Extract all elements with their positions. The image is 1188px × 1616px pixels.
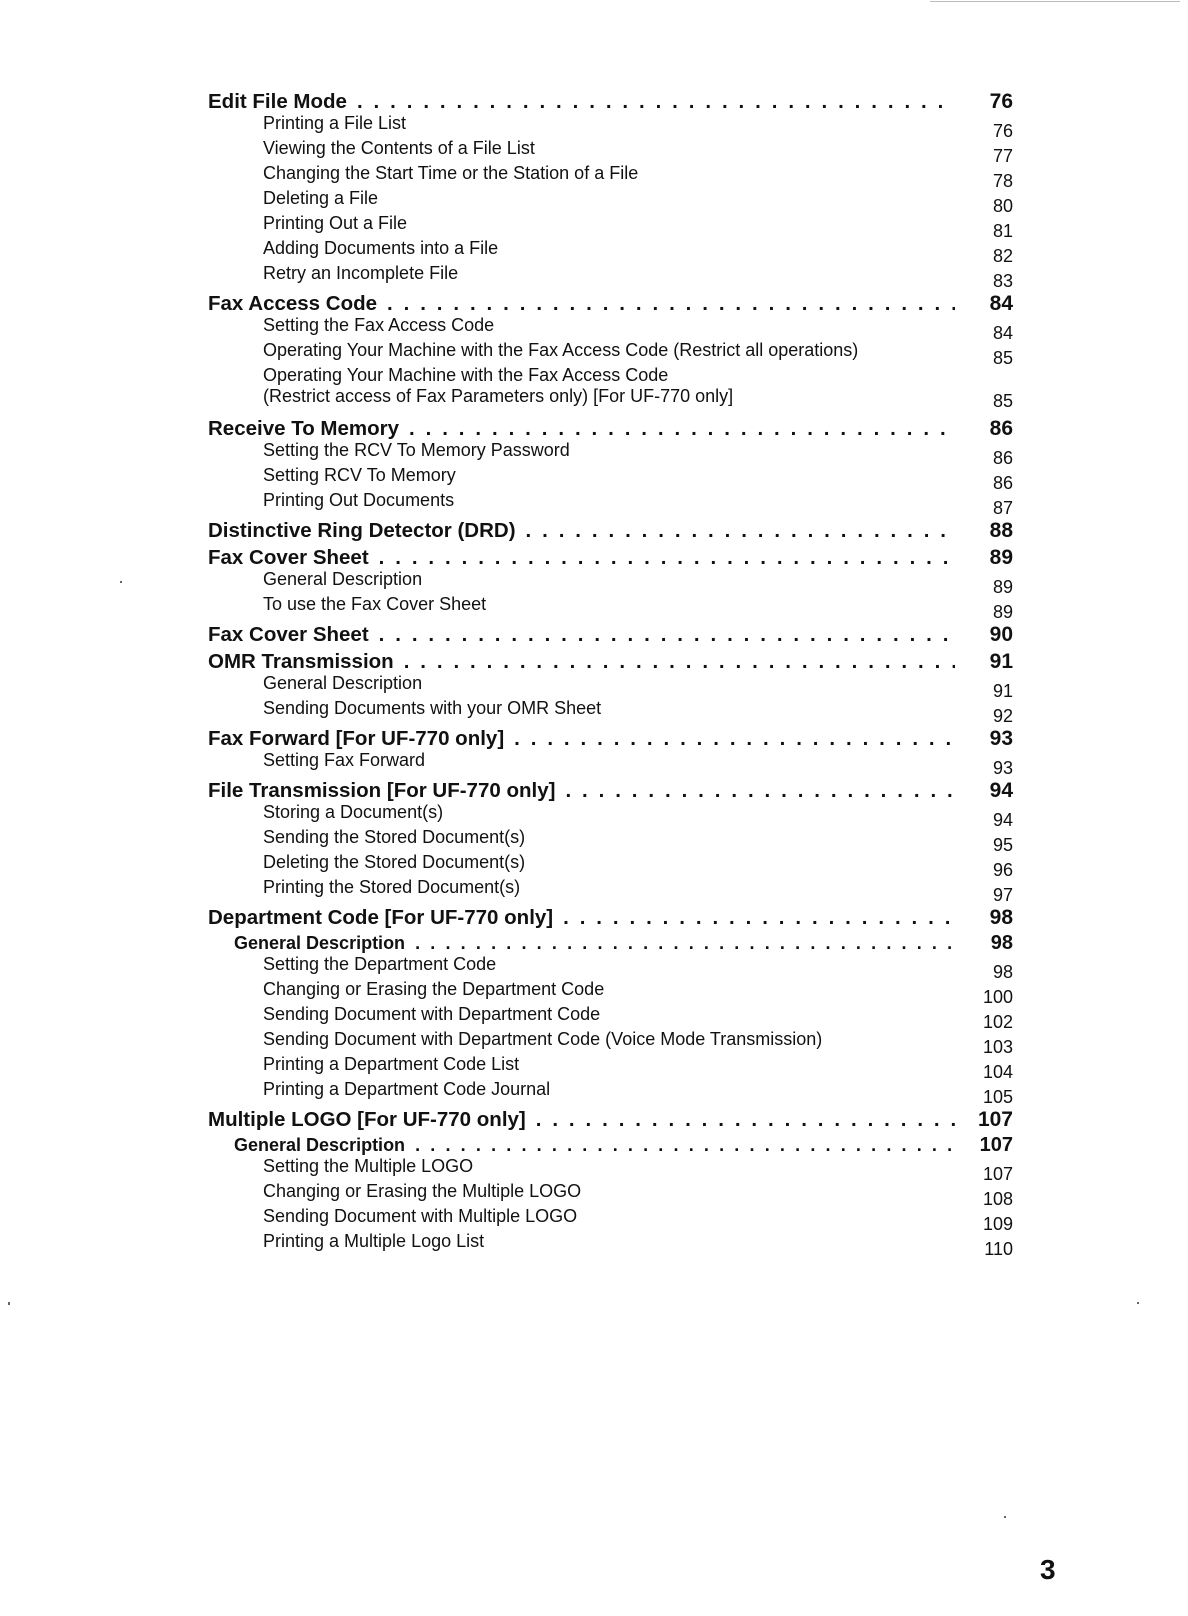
toc-section-department-code[interactable] (208, 904, 1013, 931)
subsection-title: General Description (234, 1135, 406, 1155)
section-title: Multiple LOGO [For UF-770 only] (208, 1108, 526, 1131)
scan-speck (1004, 1516, 1006, 1518)
page-ref: 94 (992, 810, 1013, 830)
item-title: General Description (263, 569, 423, 589)
toc-section-drd[interactable] (208, 517, 1013, 544)
page-ref: 76 (992, 121, 1013, 141)
page-ref: 97 (992, 885, 1013, 905)
toc-item[interactable] (208, 265, 1013, 290)
item-title: Printing a File List (263, 113, 407, 133)
page-ref: 86 (992, 473, 1013, 493)
page-ref: 98 (992, 962, 1013, 982)
page-ref: 85 (992, 348, 1013, 368)
item-title: Setting the RCV To Memory Password (263, 440, 570, 460)
dot-leader (536, 1107, 955, 1133)
page-ref: 85 (992, 391, 1013, 411)
item-title: Sending Document with Department Code (263, 1004, 601, 1024)
page-ref: 94 (989, 779, 1013, 802)
item-title: Printing Out a File (263, 213, 408, 233)
item-title: Printing a Department Code Journal (263, 1079, 551, 1099)
item-title: Sending Document with Department Code (Voice Mode Transmission) (263, 1029, 823, 1049)
page-number: 3 (1040, 1554, 1056, 1585)
item-title-line-1: Operating Your Machine with the Fax Access Code (263, 365, 669, 385)
item-title: Sending Documents with your OMR Sheet (263, 698, 602, 718)
page-ref: 108 (982, 1189, 1013, 1209)
toc-item[interactable] (208, 1081, 1013, 1106)
page-ref: 98 (989, 906, 1013, 929)
page-ref: 78 (992, 171, 1013, 191)
page-ref: 105 (982, 1087, 1013, 1107)
item-title: Printing a Department Code List (263, 1054, 520, 1074)
item-title: Adding Documents into a File (263, 238, 499, 258)
page-ref: 107 (979, 1134, 1013, 1156)
scan-speck (120, 581, 122, 583)
page-ref: 89 (992, 602, 1013, 622)
page-ref: 96 (992, 860, 1013, 880)
section-title: File Transmission [For UF-770 only] (208, 779, 556, 802)
item-title: Printing the Stored Document(s) (263, 877, 521, 897)
page-ref: 92 (992, 706, 1013, 726)
dot-leader (357, 89, 955, 115)
page-ref: 91 (992, 681, 1013, 701)
subsection-title: General Description (234, 933, 406, 953)
item-title: Printing a Multiple Logo List (263, 1231, 485, 1251)
toc-section-fax-cover-sheet-2[interactable] (208, 621, 1013, 648)
section-title: OMR Transmission (208, 650, 394, 673)
page-ref: 95 (992, 835, 1013, 855)
toc-item[interactable] (208, 752, 1013, 777)
dot-leader (514, 726, 955, 752)
item-title: Setting RCV To Memory (263, 465, 456, 485)
item-title: Viewing the Contents of a File List (263, 138, 535, 158)
page-ref: 80 (992, 196, 1013, 216)
table-of-contents (208, 88, 1013, 1258)
item-title: To use the Fax Cover Sheet (263, 594, 487, 614)
item-title: Setting Fax Forward (263, 750, 426, 770)
section-title: Receive To Memory (208, 417, 400, 440)
item-title: Storing a Document(s) (263, 802, 444, 822)
page-ref: 103 (982, 1037, 1013, 1057)
scan-speck (1137, 1302, 1139, 1304)
section-title: Edit File Mode (208, 90, 347, 113)
scan-speck (8, 1302, 10, 1305)
item-title: Printing Out Documents (263, 490, 455, 510)
dot-leader (379, 622, 955, 648)
page-ref: 109 (982, 1214, 1013, 1234)
page-ref: 104 (982, 1062, 1013, 1082)
page-ref: 82 (992, 246, 1013, 266)
page-ref: 93 (992, 758, 1013, 778)
scan-edge (930, 1, 1180, 2)
page-ref: 81 (992, 221, 1013, 241)
dot-leader (404, 649, 955, 675)
page-ref: 93 (989, 727, 1013, 750)
section-title: Department Code [For UF-770 only] (208, 906, 554, 929)
item-title: Sending Document with Multiple LOGO (263, 1206, 578, 1226)
dot-leader (526, 518, 955, 544)
item-title: Sending the Stored Document(s) (263, 827, 526, 847)
page-ref: 89 (992, 577, 1013, 597)
toc-item[interactable] (208, 879, 1013, 904)
item-title: Setting the Fax Access Code (263, 315, 495, 335)
page-ref: 83 (992, 271, 1013, 291)
toc-item[interactable] (208, 367, 1013, 415)
page-ref: 107 (977, 1108, 1013, 1131)
item-title: Deleting a File (263, 188, 379, 208)
toc-item[interactable] (208, 1233, 1013, 1258)
item-title: Setting the Department Code (263, 954, 497, 974)
item-title: Retry an Incomplete File (263, 263, 459, 283)
section-title: Distinctive Ring Detector (DRD) (208, 519, 516, 542)
dot-leader (379, 545, 955, 571)
page-ref: 100 (982, 987, 1013, 1007)
section-title: Fax Access Code (208, 292, 378, 315)
page-ref: 91 (989, 650, 1013, 673)
page-ref: 107 (982, 1164, 1013, 1184)
page-ref: 88 (989, 519, 1013, 542)
toc-item[interactable] (208, 596, 1013, 621)
page-ref: 89 (989, 546, 1013, 569)
item-title (263, 365, 733, 407)
dot-leader (563, 905, 955, 931)
page-ref: 84 (992, 323, 1013, 343)
item-title: General Description (263, 673, 423, 693)
page-ref: 86 (989, 417, 1013, 440)
page-ref: 87 (992, 498, 1013, 518)
item-title: Setting the Multiple LOGO (263, 1156, 474, 1176)
page-ref: 110 (984, 1239, 1013, 1259)
toc-item[interactable] (208, 700, 1013, 725)
section-title: Fax Cover Sheet (208, 546, 369, 569)
page-ref: 76 (989, 90, 1013, 113)
section-title: Fax Cover Sheet (208, 623, 369, 646)
item-title: Changing or Erasing the Department Code (263, 979, 605, 999)
toc-section-multiple-logo[interactable] (208, 1106, 1013, 1133)
toc-item[interactable] (208, 492, 1013, 517)
item-title: Operating Your Machine with the Fax Access Code (Restrict all operations) (263, 340, 859, 360)
page-ref: 84 (989, 292, 1013, 315)
dot-leader (565, 778, 955, 804)
item-title: Changing the Start Time or the Station of a File (263, 163, 639, 183)
page-ref: 102 (982, 1012, 1013, 1032)
page-ref: 77 (992, 146, 1013, 166)
page-ref: 90 (989, 623, 1013, 646)
page-ref: 86 (992, 448, 1013, 468)
dot-leader (415, 1133, 955, 1158)
toc-item[interactable] (208, 342, 1013, 367)
section-title: Fax Forward [For UF-770 only] (208, 727, 505, 750)
item-title: Deleting the Stored Document(s) (263, 852, 526, 872)
page-ref: 98 (990, 932, 1013, 954)
item-title-line-2: (Restrict access of Fax Parameters only) [For UF-770 only] (263, 386, 734, 406)
item-title: Changing or Erasing the Multiple LOGO (263, 1181, 582, 1201)
